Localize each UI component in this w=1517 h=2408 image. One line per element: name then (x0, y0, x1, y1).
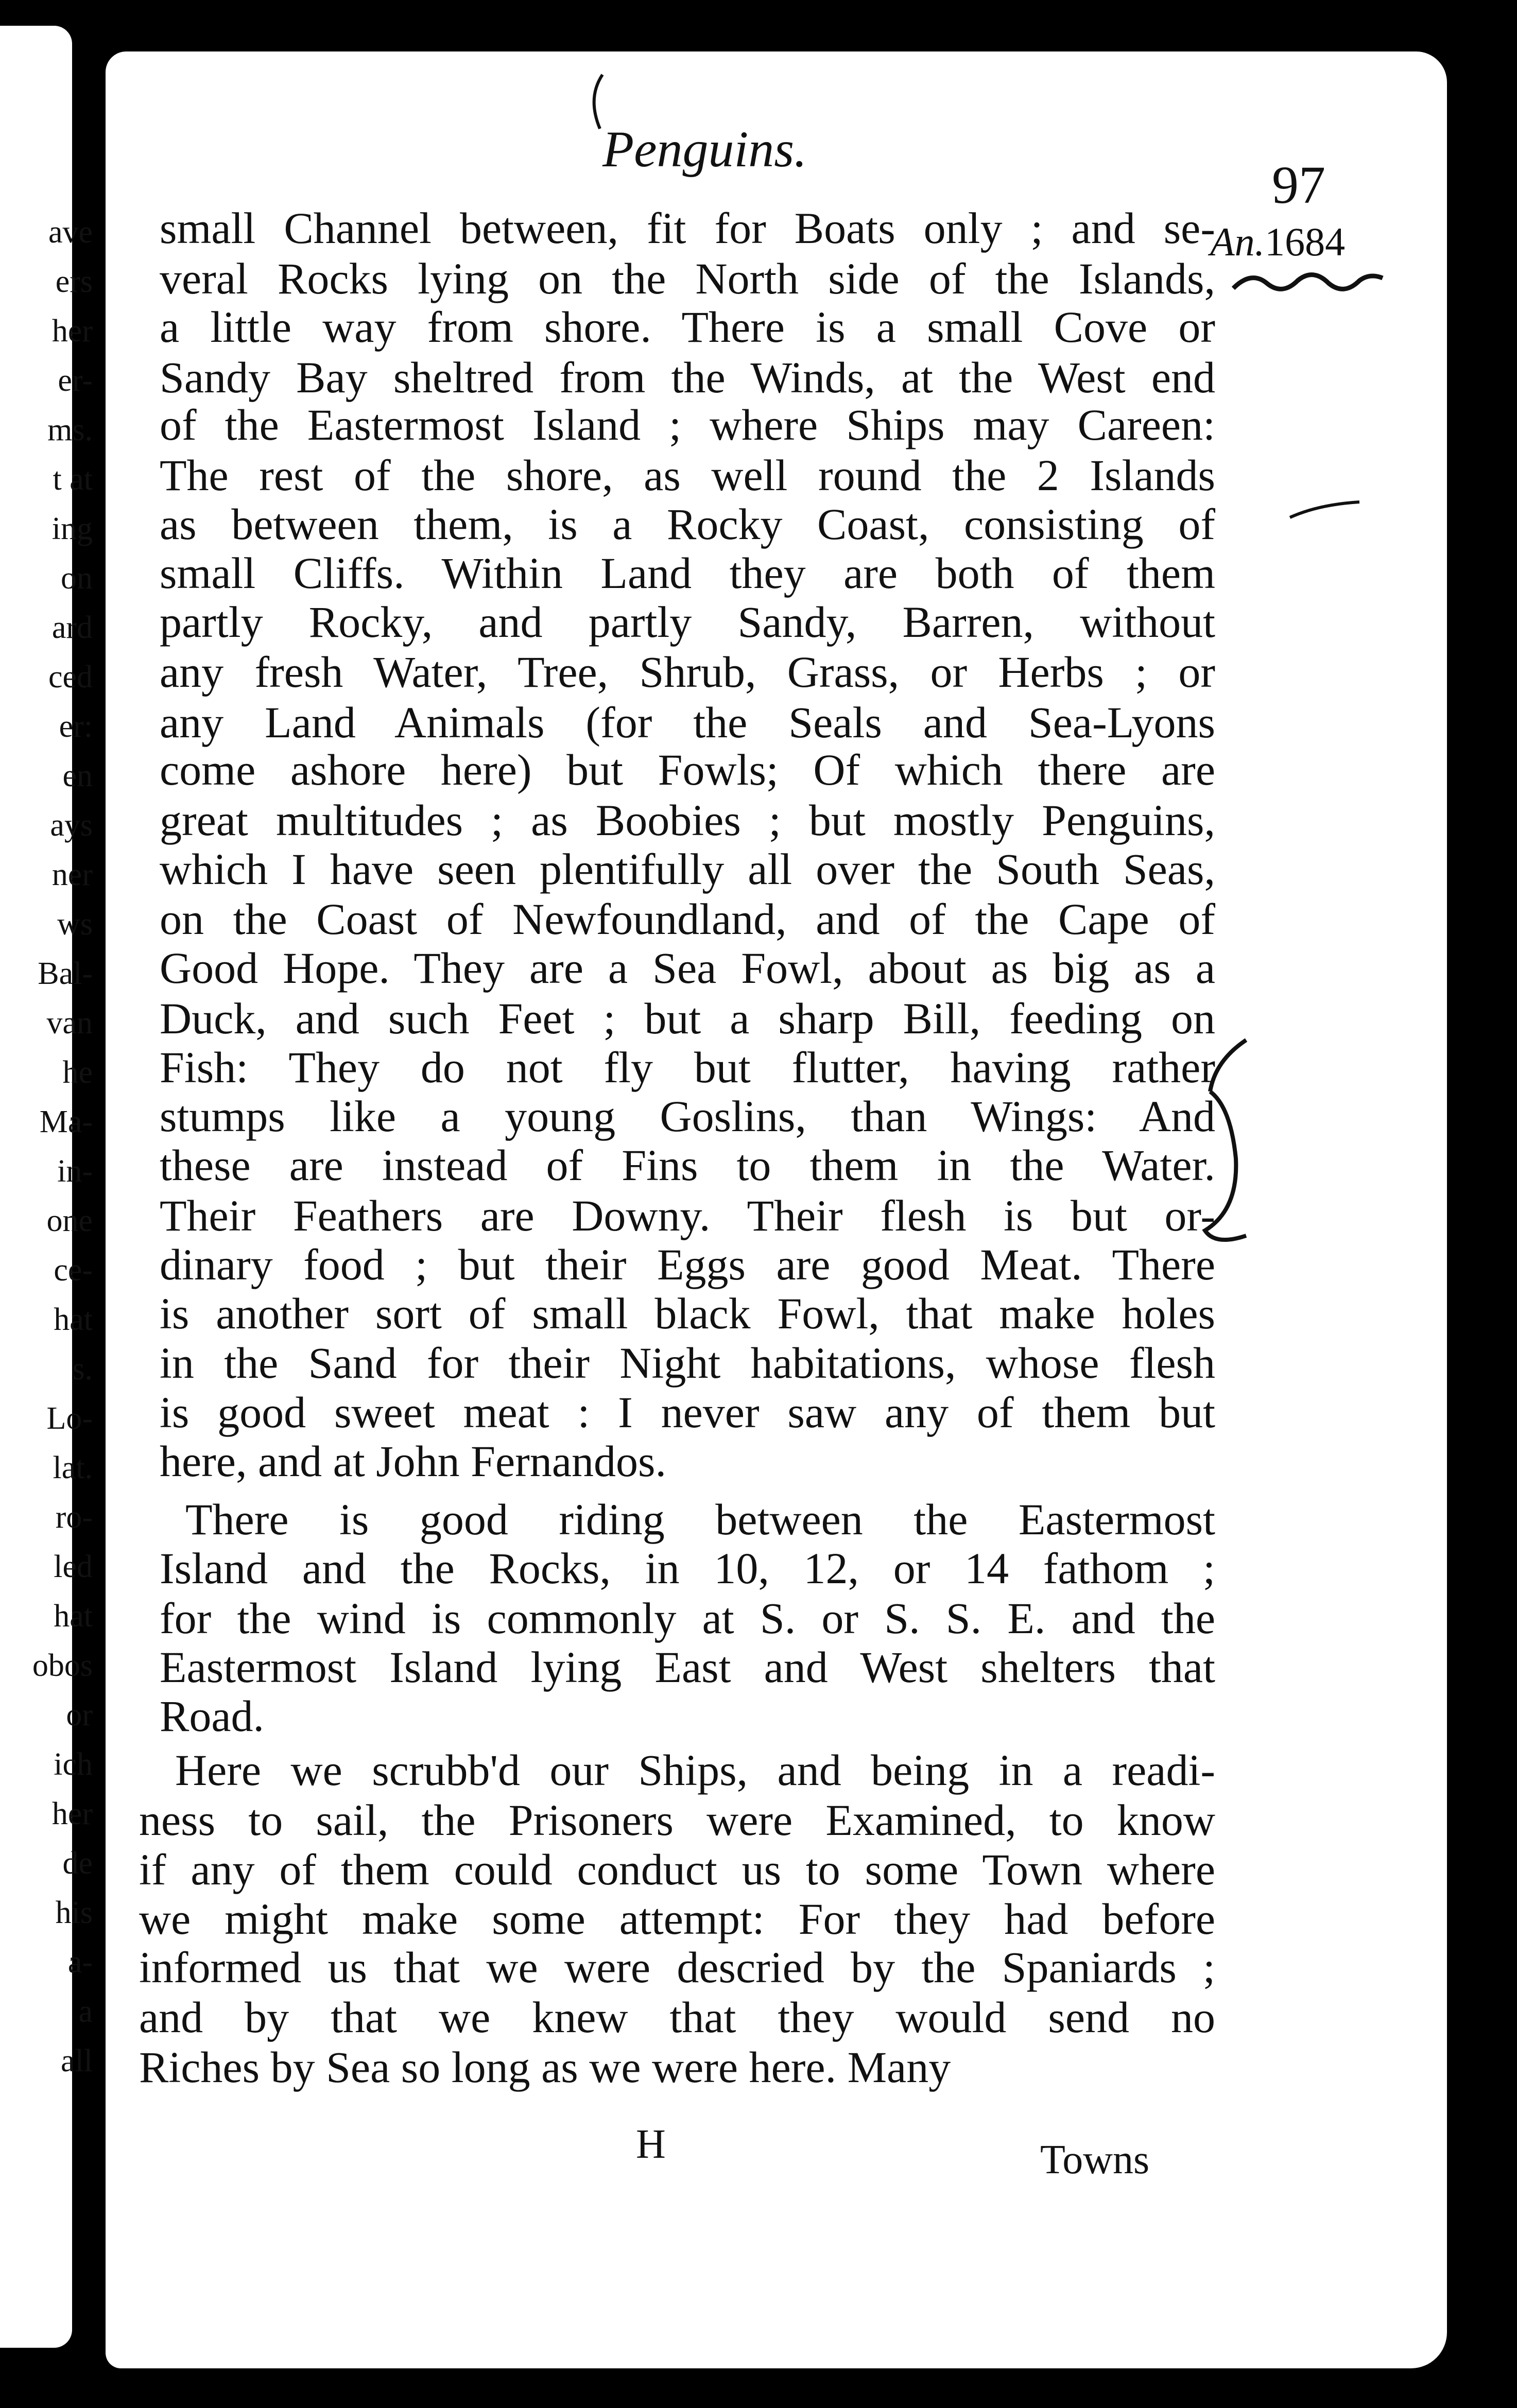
page-number: 97 (1272, 155, 1325, 215)
facing-page-fragment: van (46, 1006, 93, 1041)
facing-page-fragment: s. (72, 1352, 93, 1387)
text-line: Road. (160, 1691, 265, 1741)
text-line: if any of them could conduct us to some Town where (139, 1845, 1215, 1894)
facing-page-fragment: one (46, 1203, 93, 1238)
text-line: The rest of the shore, as well round the 2 Islands (160, 451, 1215, 500)
text-line: small Cliffs. Within Land they are both of them (160, 548, 1215, 598)
signature-mark: H (636, 2122, 666, 2167)
text-line: any Land Animals (for the Seals and Sea-Lyons (160, 698, 1215, 747)
facing-page-fragment: de (62, 1846, 93, 1881)
facing-page-fragment: ner (51, 857, 93, 892)
text-line: Here we scrubb'd our Ships, and being in a readi- (175, 1745, 1215, 1795)
text-line: and by that we knew that they would send no (139, 1993, 1215, 2042)
text-line: of the Eastermost Island ; where Ships may Careen: (160, 400, 1215, 449)
year-flourish (1231, 268, 1385, 299)
text-line: partly Rocky, and partly Sandy, Barren, without (160, 597, 1215, 647)
catchword: Towns (1040, 2137, 1150, 2182)
facing-page-fragment: lat. (53, 1450, 93, 1485)
facing-page-fragment: or (66, 1697, 93, 1733)
text-line: is another sort of small black Fowl, that make holes (160, 1289, 1215, 1338)
text-line: for the wind is commonly at S. or S. S. E. and the (160, 1593, 1215, 1643)
facing-page-fragment: Lo- (46, 1401, 93, 1436)
text-line: in the Sand for their Night habitations, whose flesh (160, 1338, 1215, 1388)
text-line: There is good riding between the Eastermost (185, 1495, 1215, 1544)
text-line: as between them, is a Rocky Coast, consisting of (160, 499, 1215, 549)
facing-page-fragment: in- (57, 1154, 93, 1189)
text-line: ness to sail, the Prisoners were Examined, to know (139, 1795, 1215, 1845)
text-line: come ashore here) but Fowls; Of which there are (160, 745, 1215, 794)
facing-page-fragment: on (61, 561, 93, 596)
facing-page-fragment: ays (50, 808, 93, 843)
text-line: Island and the Rocks, in 10, 12, or 14 fathom ; (160, 1544, 1215, 1593)
text-line: we might make some attempt: For they had before (139, 1894, 1215, 1944)
facing-page-fragment: ro- (55, 1500, 93, 1535)
margin-stroke-mark (1287, 494, 1365, 525)
text-line: stumps like a young Goslins, than Wings: And (160, 1092, 1215, 1141)
facing-page-fragment: ms. (47, 412, 93, 447)
facing-page-fragment: her (51, 314, 93, 349)
year-side-note (1210, 219, 1345, 265)
facing-page-fragment: ced (48, 660, 93, 695)
facing-page-fragment: all (61, 2043, 93, 2078)
facing-page-fragment: hat (54, 1599, 93, 1634)
text-line: these are instead of Fins to them in the Water. (160, 1140, 1215, 1190)
facing-page-fragment: er: (59, 709, 93, 744)
text-line: which I have seen plentifully all over the South Seas, (160, 844, 1215, 894)
facing-page-fragment: ich (54, 1747, 93, 1782)
facing-page-fragment: er- (58, 363, 93, 398)
facing-page-fragment: en (62, 758, 93, 793)
facing-page-fragment: a- (67, 1945, 93, 1980)
text-line: a little way from shore. There is a small Cove or (160, 302, 1215, 352)
text-line: small Channel between, fit for Boats only ; and se- (160, 203, 1215, 253)
running-head: Penguins. (602, 120, 807, 178)
text-line: here, and at John Fernandos. (160, 1436, 666, 1486)
text-line: Fish: They do not fly but flutter, having rather (160, 1043, 1215, 1092)
text-line: any fresh Water, Tree, Shrub, Grass, or Herbs ; or (160, 647, 1215, 697)
text-line: Duck, and such Feet ; but a sharp Bill, feeding on (160, 994, 1215, 1043)
text-line: Good Hope. They are a Sea Fowl, about as big as a (160, 943, 1215, 993)
facing-page-fragment: Ma- (39, 1104, 93, 1139)
facing-page-fragment: ers (55, 264, 93, 299)
facing-page-fragment: obos (32, 1648, 93, 1683)
text-line: Their Feathers are Downy. Their flesh is but or- (160, 1191, 1215, 1240)
year-prefix: An. (1210, 219, 1265, 264)
facing-page-fragment: ave (48, 215, 93, 250)
text-line: Eastermost Island lying East and West shelters that (160, 1642, 1215, 1692)
text-line: Riches by Sea so long as we were here. Many (139, 2042, 951, 2092)
facing-page-fragment: Bal- (38, 956, 93, 991)
top-stroke-mark (582, 72, 613, 134)
facing-page-fragment: his (55, 1895, 93, 1930)
year-value: 1684 (1265, 219, 1346, 264)
text-line: veral Rocks lying on the North side of the Islands, (160, 254, 1215, 303)
text-line: great multitudes ; as Boobies ; but mostly Penguins, (160, 795, 1215, 845)
facing-page-fragment: her (51, 1796, 93, 1831)
text-line: dinary food ; but their Eggs are good Meat. There (160, 1240, 1215, 1289)
text-line: on the Coast of Newfoundland, and of the Cape of (160, 894, 1215, 944)
facing-page-fragment: ing (51, 511, 93, 546)
facing-page-fragment: led (54, 1549, 93, 1584)
facing-page-fragment: t at (53, 462, 93, 497)
text-line: informed us that we were descried by the Spaniards ; (139, 1943, 1215, 1992)
facing-page-fragment: he (62, 1055, 93, 1090)
text-line: Sandy Bay sheltred from the Winds, at the West end (160, 353, 1215, 402)
facing-page-fragment: ce- (54, 1253, 93, 1288)
facing-page-fragment: a (78, 1994, 93, 2029)
facing-page-fragment: ws (57, 907, 93, 942)
facing-page-fragment: ard (51, 610, 93, 645)
facing-page-fragment: hat (54, 1302, 93, 1337)
text-line: is good sweet meat : I never saw any of them but (160, 1388, 1215, 1437)
